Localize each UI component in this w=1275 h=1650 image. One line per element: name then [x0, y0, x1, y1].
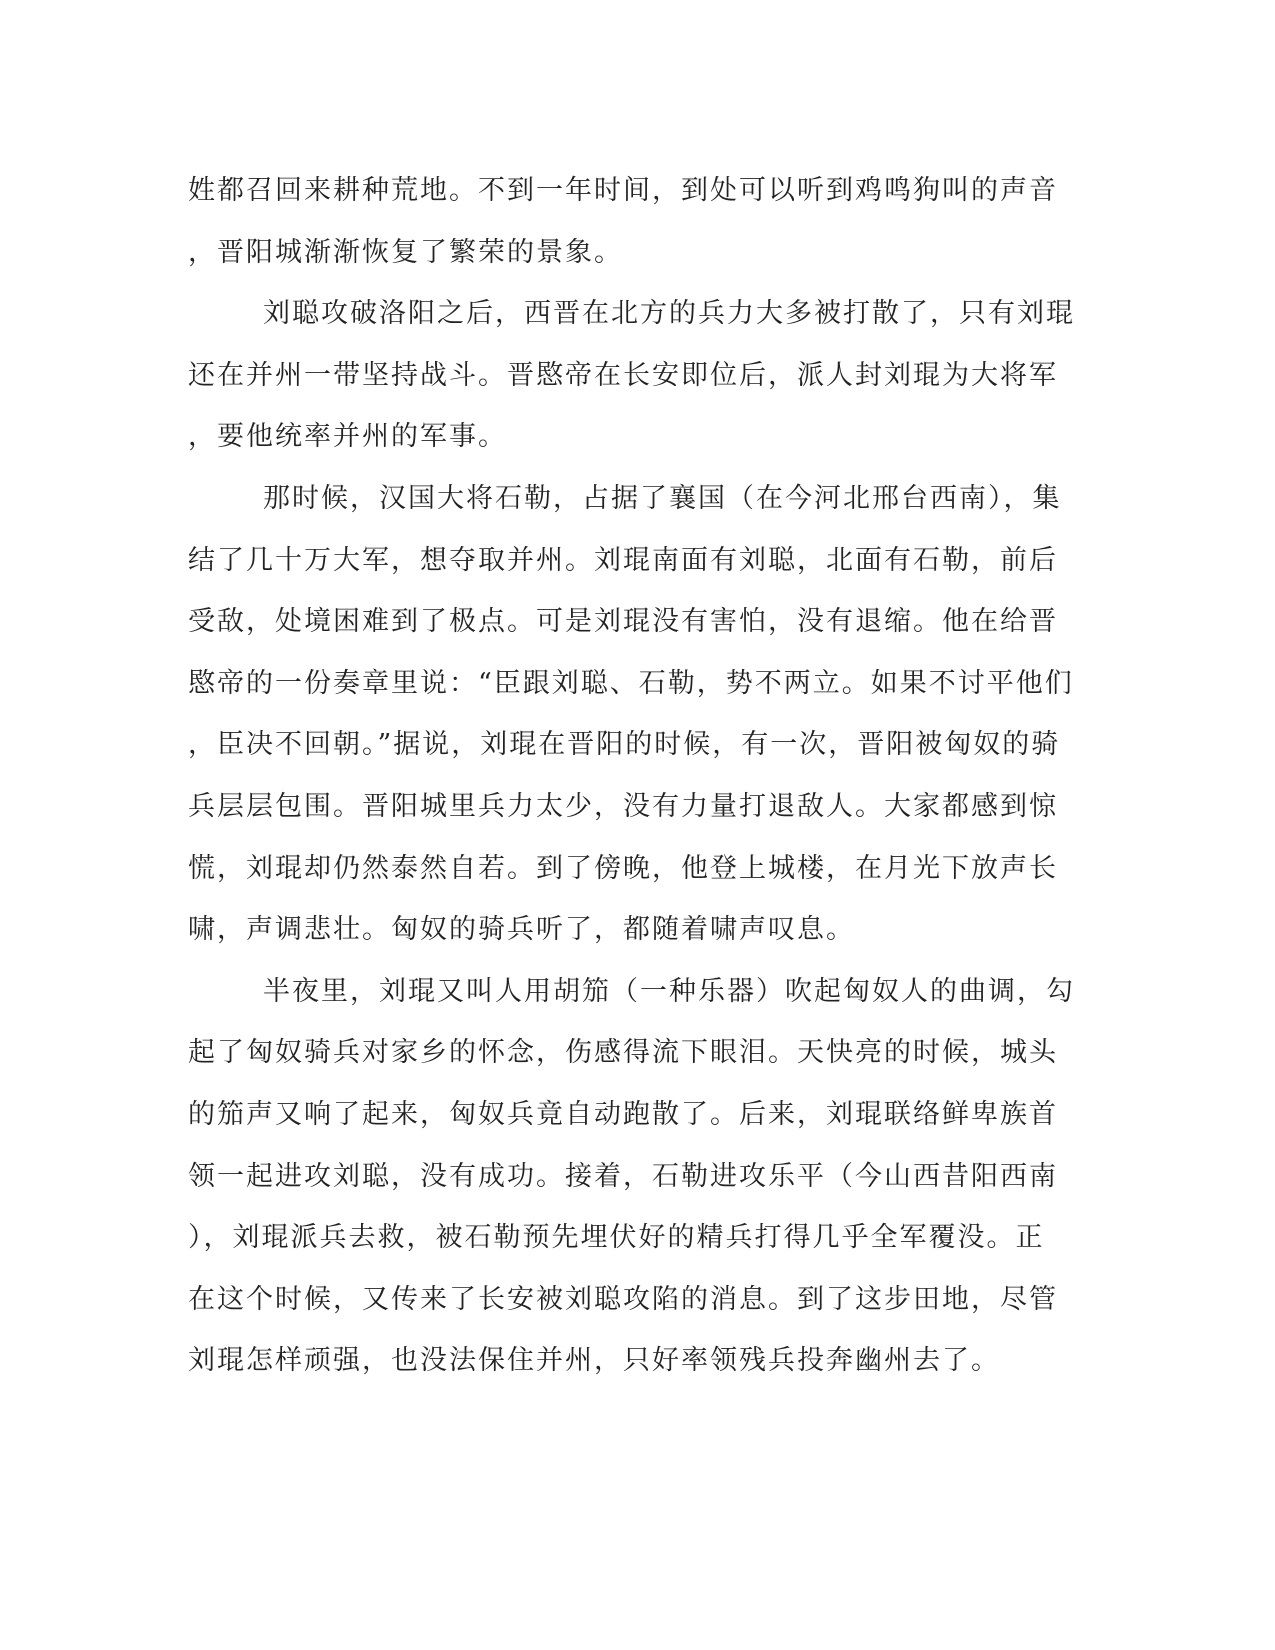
text-line: 受敌，处境困难到了极点。可是刘琨没有害怕，没有退缩。他在给晋 [188, 606, 1058, 638]
text-line: 还在并州一带坚持战斗。晋愍帝在长安即位后，派人封刘琨为大将军 [188, 359, 1058, 391]
body-text [188, 160, 1088, 1392]
text-line: 的笳声又响了起来，匈奴兵竟自动跑散了。后来，刘琨联络鲜卑族首 [188, 1098, 1058, 1130]
paragraph-start-line: 那时候，汉国大将石勒，占据了襄国（在今河北邢台西南），集 [263, 482, 1062, 514]
text-line: ，臣决不回朝。”据说，刘琨在晋阳的时候，有一次，晋阳被匈奴的骑 [188, 729, 1061, 761]
text-line: 起了匈奴骑兵对家乡的怀念，伤感得流下眼泪。天快亮的时候，城头 [188, 1037, 1058, 1069]
text-line: 结了几十万大军，想夺取并州。刘琨南面有刘聪，北面有石勒，前后 [188, 544, 1058, 576]
text-line: 在这个时候，又传来了长安被刘聪攻陷的消息。到了这步田地，尽管 [188, 1283, 1058, 1315]
text-line: ，要他统率并州的军事。 [188, 421, 507, 453]
text-line: 刘琨怎样顽强，也没法保住并州，只好率领残兵投奔幽州去了。 [188, 1345, 1000, 1377]
text-line: 慌，刘琨却仍然泰然自若。到了傍晚，他登上城楼，在月光下放声长 [188, 852, 1058, 884]
text-line: 领一起进攻刘聪，没有成功。接着，石勒进攻乐平（今山西昔阳西南 [188, 1160, 1058, 1192]
text-line: 姓都召回来耕种荒地。不到一年时间，到处可以听到鸡鸣狗叫的声音 [188, 175, 1058, 206]
text-line: ），刘琨派兵去救，被石勒预先埋伏好的精兵打得几乎全军覆没。正 [188, 1222, 1045, 1254]
paragraph-start-line: 半夜里，刘琨又叫人用胡笳（一种乐器）吹起匈奴人的曲调，勾 [263, 975, 1075, 1007]
paragraph-start-line: 刘聪攻破洛阳之后，西晋在北方的兵力大多被打散了，只有刘琨 [263, 298, 1075, 330]
text-line: 愍帝的一份奏章里说：“臣跟刘聪、石勒，势不两立。如果不讨平他们 [188, 667, 1074, 699]
text-line: ，晋阳城渐渐恢复了繁荣的景象。 [188, 236, 623, 268]
text-line: 啸，声调悲壮。匈奴的骑兵听了，都随着啸声叹息。 [188, 914, 855, 946]
text-line: 兵层层包围。晋阳城里兵力太少，没有力量打退敌人。大家都感到惊 [188, 790, 1058, 822]
